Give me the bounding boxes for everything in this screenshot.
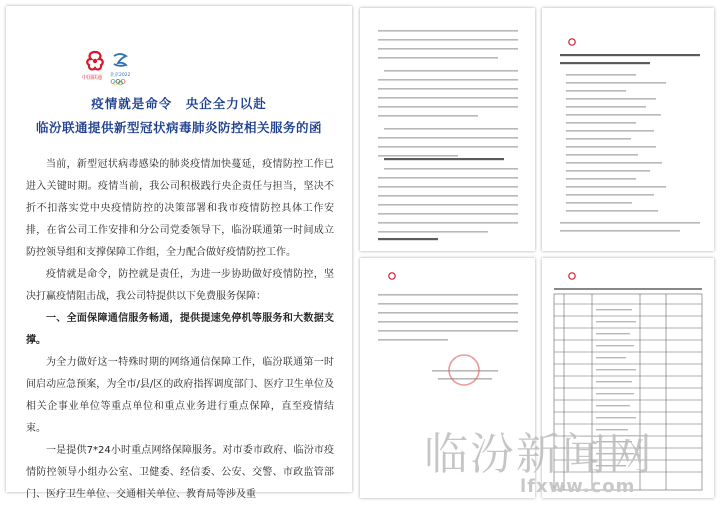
unicom-logo-icon <box>569 273 575 279</box>
olympic-rings-icon <box>110 79 132 85</box>
paragraph: 当前，新型冠状病毒感染的肺炎疫情加快蔓延，疫情防控工作已进入关键时期。疫情当前，我公司积极践行央企责任与担当，坚决不折不扣落实党中央疫情防控的决策部署和我市疫情防控具体工作安排，在省公司工作安排和分公司党委领导下，临汾联通第一时间成立防控领导组和支撑保障工作组，全力配合做好疫情防控工作。 <box>26 159 334 258</box>
letter-page-1 <box>6 6 352 500</box>
letter-page-3-thumbnail <box>542 8 714 251</box>
china-unicom-knot-icon <box>84 50 106 72</box>
paragraph: 一是提供7*24小时重点网络保障服务。对市委市政府、临汾市疫情防控领导小组办公室、卫健委、经信委、公安、交警、市政监管部门、医疗卫生单位、交通相关单位、教育局等涉及重 <box>26 445 334 500</box>
page-2-text-lines <box>360 8 535 251</box>
olympic-label: 北京2022 <box>110 73 131 78</box>
site-watermark-url: lfxww.com <box>520 476 636 497</box>
paragraph: 疫情就是命令，防控就是责任，为进一步协助做好疫情防控，坚决打赢疫情阻击战，我公司特提供以下免费服务保障： <box>26 269 334 302</box>
site-watermark: 临汾新闻网 <box>424 429 654 480</box>
section-heading: 一、全面保障通信服务畅通，提供提速免停机等服务和大数据支撑。 <box>26 313 334 346</box>
letter-heading-slogan: 疫情就是命令 央企全力以赴 <box>91 96 267 111</box>
olympic-emblem <box>110 50 140 86</box>
unicom-logo-icon <box>389 273 395 279</box>
letter-page-2-thumbnail <box>360 8 535 251</box>
paragraph: 为全力做好这一特殊时期的网络通信保障工作，临汾联通第一时间启动应急预案，为全市/县/区的政府指挥调度部门、医疗卫生单位及相关企事业单位等重点单位和重点业务进行重点保障，直至疫情结束。 <box>26 357 334 434</box>
letter-heading-title: 临汾联通提供新型冠状病毒肺炎防控相关服务的函 <box>35 120 322 135</box>
letter-body <box>26 154 334 506</box>
logo-name: 中国联通 <box>82 75 103 81</box>
unicom-logo-icon <box>569 39 575 45</box>
page-3-text-lines <box>542 8 714 251</box>
beijing-2022-emblem-icon <box>110 50 130 70</box>
